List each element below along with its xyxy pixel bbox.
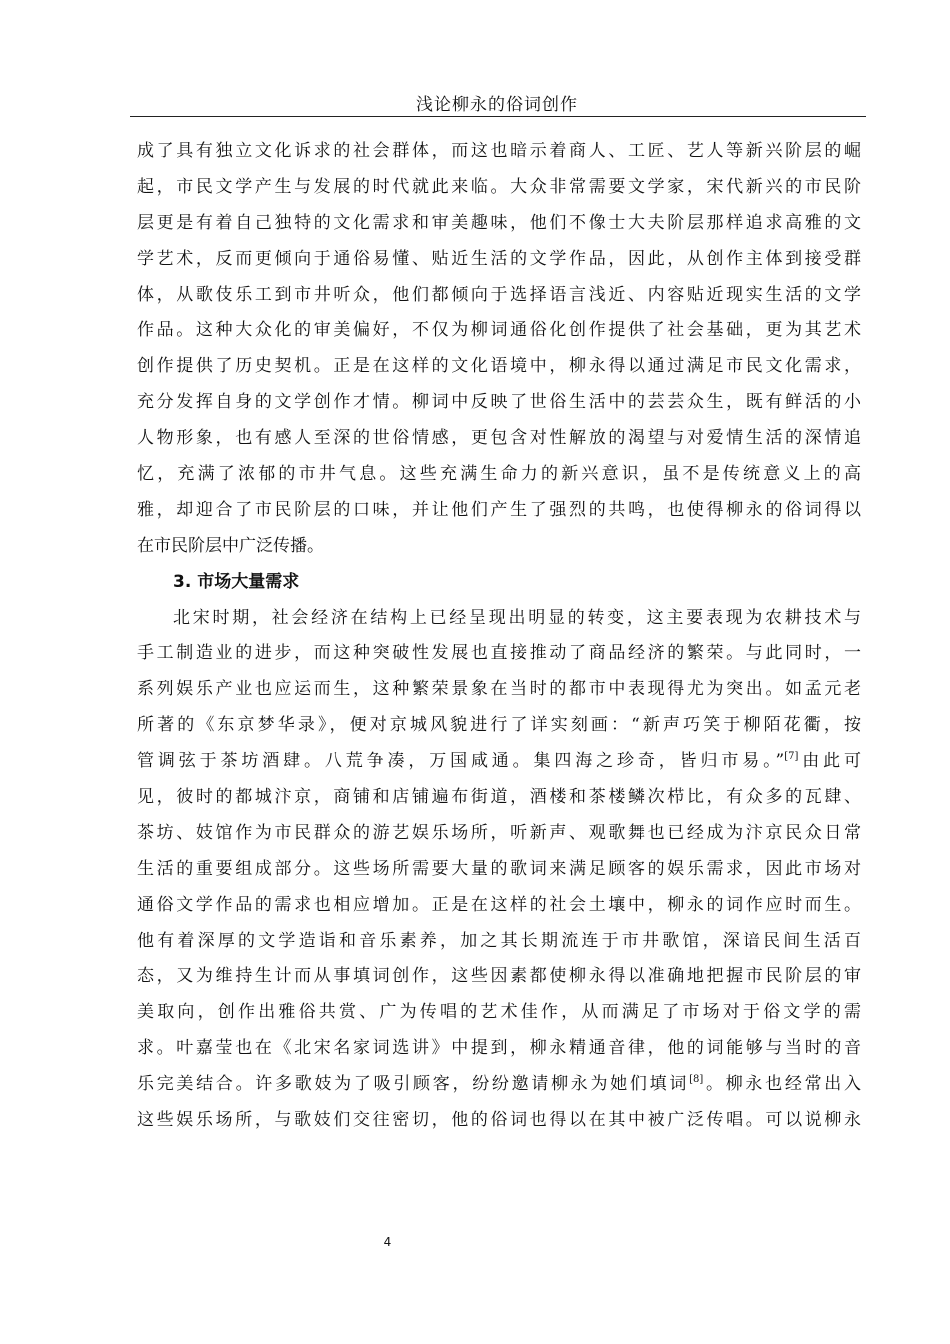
- paragraph-2: [137, 601, 861, 1139]
- paragraph-line: 层更是有着自己独特的文化需求和审美趣味，他们不像士大夫阶层那样追求高雅的文: [137, 212, 861, 233]
- line-text: 乐完美结合。许多歌妓为了吸引顾客，纷纷邀请柳永为她们填词: [137, 1074, 690, 1095]
- paragraph-line: 系列娱乐产业也应运而生，这种繁荣景象在当时的都市中表现得尤为突出。如孟元老: [137, 679, 861, 700]
- body-text: [137, 134, 861, 1139]
- paragraph-line: 茶坊、妓馆作为市民群众的游艺娱乐场所，听新声、观歌舞也已经成为汴京民众日常: [137, 822, 861, 843]
- paragraph-line: 这些娱乐场所，与歌妓们交往密切，他的俗词也得以在其中被广泛传唱。可以说柳永: [137, 1110, 861, 1131]
- citation-7: [7]: [784, 751, 799, 763]
- paragraph-line: 创作提供了历史契机。正是在这样的文化语境中，柳永得以通过满足市民文化需求，: [137, 356, 861, 377]
- paragraph-line: 作品。这种大众化的审美偏好，不仅为柳词通俗化创作提供了社会基础，更为其艺术: [137, 320, 861, 341]
- paragraph-line: 态，又为维持生计而从事填词创作，这些因素都使柳永得以准确地把握市民阶层的审: [137, 966, 861, 987]
- paragraph-line: 学艺术，反而更倾向于通俗易懂、贴近生活的文学作品，因此，从创作主体到接受群: [137, 248, 861, 269]
- paragraph-line: 起，市民文学产生与发展的时代就此来临。大众非常需要文学家，宋代新兴的市民阶: [137, 176, 861, 197]
- paragraph-line: 在市民阶层中广泛传播。: [137, 535, 324, 556]
- line-text: 管调弦于茶坊酒肆。八荒争凑，万国咸通。集四海之珍奇，皆归市易。”: [137, 751, 785, 772]
- paragraph-line: 成了具有独立文化诉求的社会群体，而这也暗示着商人、工匠、艺人等新兴阶层的崛: [137, 141, 861, 161]
- paragraph-line: 见，彼时的都城汴京，商铺和店铺遍布街道，酒楼和茶楼鳞次栉比，有众多的瓦肆、: [137, 787, 861, 808]
- paragraph-line: 求。叶嘉莹也在《北宋名家词选讲》中提到，柳永精通音律，他的词能够与当时的音: [137, 1038, 861, 1059]
- paragraph-line: 北宋时期，社会经济在结构上已经呈现出明显的转变，这主要表现为农耕技术与: [173, 607, 861, 628]
- citation-8: [8]: [689, 1074, 704, 1086]
- page-number: 4: [383, 1235, 392, 1249]
- paragraph-line: 美取向，创作出雅俗共赏、广为传唱的艺术佳作，从而满足了市场对于俗文学的需: [137, 1002, 861, 1023]
- running-header-title: 浅论柳永的俗词创作: [416, 95, 578, 115]
- paragraph-line: 充分发挥自身的文学创作才情。柳词中反映了世俗生活中的芸芸众生，既有鲜活的小: [137, 392, 861, 413]
- paragraph-line: 忆，充满了浓郁的市井气息。这些充满生命力的新兴意识，虽不是传统意义上的高: [137, 464, 861, 485]
- paragraph-line: 雅，却迎合了市民阶层的口味，并让他们产生了强烈的共鸣，也使得柳永的俗词得以: [137, 499, 861, 520]
- paragraph-line: 他有着深厚的文学造诣和音乐素养，加之其长期流连于市井歌馆，深谙民间生活百: [137, 930, 861, 951]
- paragraph-line: 生活的重要组成部分。这些场所需要大量的歌词来满足顾客的娱乐需求，因此市场对: [137, 858, 861, 879]
- line-text: 由此可: [798, 751, 861, 772]
- paragraph-line: 手工制造业的进步，而这种突破性发展也直接推动了商品经济的繁荣。与此同时，一: [137, 643, 861, 664]
- paragraph-line: 体，从歌伎乐工到市井听众，他们都倾向于选择语言浅近、内容贴近现实生活的文学: [137, 284, 861, 305]
- paragraph-line: 人物形象，也有感人至深的世俗情感，更包含对性解放的渴望与对爱情生活的深情追: [137, 428, 861, 449]
- paragraph-line: 所著的《东京梦华录》，便对京城风貌进行了详实刻画：“新声巧笑于柳陌花衢，按: [137, 715, 861, 736]
- paragraph-line-with-citation: [137, 744, 861, 780]
- paragraph-line-with-citation: [137, 1067, 861, 1103]
- header-rule: [130, 116, 866, 117]
- paragraph-line: 通俗文学作品的需求也相应增加。正是在这样的社会土壤中，柳永的词作应时而生。: [137, 894, 861, 915]
- paragraph-1: [137, 134, 861, 565]
- section-heading: 3. 市场大量需求: [173, 571, 300, 592]
- line-text: 。柳永也经常出入: [703, 1074, 862, 1095]
